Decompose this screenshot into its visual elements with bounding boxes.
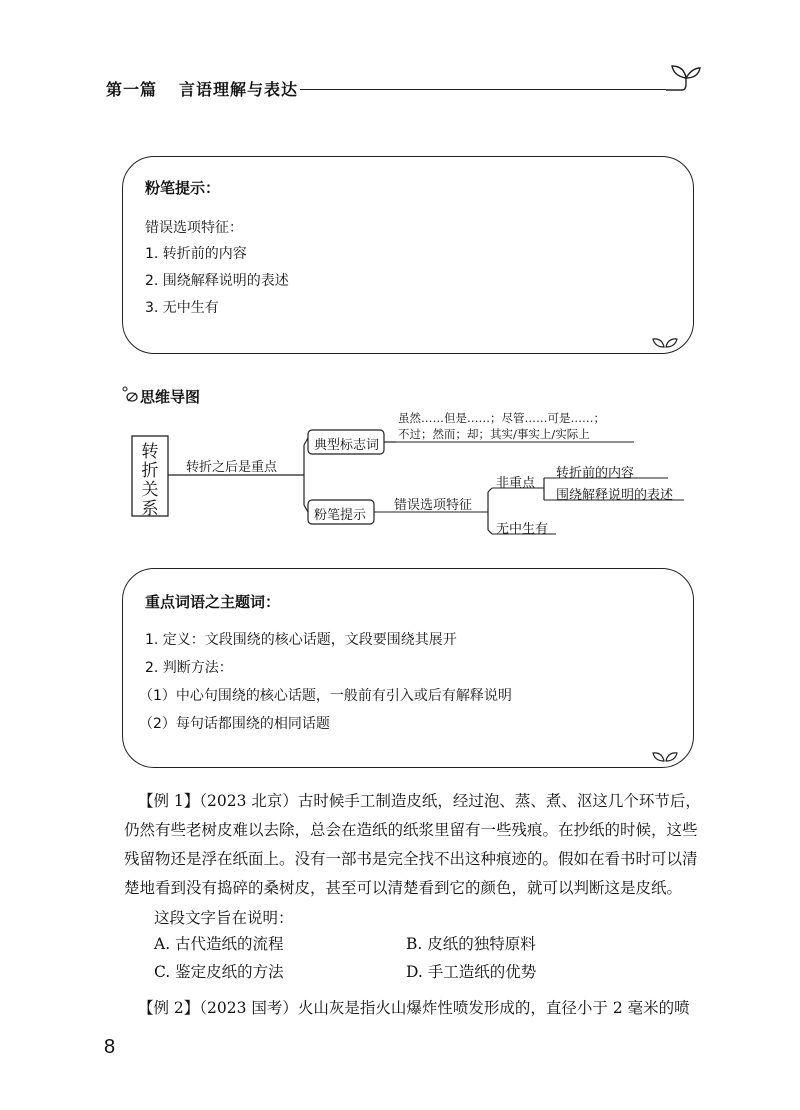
- node-hint: 粉笔提示: [314, 508, 367, 523]
- root-char: 系: [141, 499, 159, 519]
- option-a: A. 古代造纸的流程: [154, 935, 284, 953]
- hint-item: 3. 无中生有: [145, 300, 219, 316]
- hint-box-subtitle: 错误选项特征：: [145, 220, 243, 236]
- root-char: 关: [141, 480, 159, 500]
- root-char: 转: [141, 442, 159, 462]
- non-key: 非重点: [496, 476, 536, 491]
- key-box-title: 重点词语之主题词：: [145, 593, 281, 611]
- hint-item: 1. 转折前的内容: [145, 246, 247, 262]
- header-title: 言语理解与表达: [179, 80, 299, 99]
- fabricate: 无中生有: [496, 522, 549, 537]
- key-item: 1. 定义：文段围绕的核心话题，文段要围绕其展开: [145, 632, 457, 648]
- example1-line: 仍然有些老树皮难以去除，总会在造纸的纸浆里留有一些残痕。在抄纸的时候，这些: [124, 821, 698, 839]
- leaf-icon: [651, 749, 679, 763]
- example1-line: 楚地看到没有捣碎的桑树皮，甚至可以清楚看到它的颜色，就可以判断这是皮纸。: [124, 879, 683, 897]
- key-item: （2）每句话都围绕的相同话题: [139, 716, 330, 732]
- header-part: 第一篇: [106, 80, 158, 99]
- typical-line-2: 不过；然而；却；其实/事实上/实际上: [398, 427, 590, 441]
- branch-label: 转折之后是重点: [186, 460, 278, 475]
- key-words-box: [122, 568, 694, 768]
- option-d: D. 手工造纸的优势: [406, 963, 537, 981]
- typical-line-1: 虽然……但是……；尽管……可是……；: [398, 411, 605, 425]
- root-char: 折: [141, 461, 159, 481]
- option-c: C. 鉴定皮纸的方法: [154, 963, 284, 981]
- wrong-features: 错误选项特征: [394, 498, 473, 513]
- node-typical: 典型标志词: [314, 438, 380, 453]
- hint-item: 2. 围绕解释说明的表述: [145, 273, 289, 289]
- page-number: 8: [104, 1036, 116, 1058]
- explain: 围绕解释说明的表述: [556, 488, 674, 503]
- mind-map-label: 思维导图: [140, 388, 201, 406]
- example1-question: 这段文字旨在说明：: [154, 909, 294, 927]
- before-turn: 转折前的内容: [556, 466, 635, 481]
- hint-box-title: 粉笔提示：: [145, 179, 221, 197]
- example2-line: 【例 2】（2023 国考）火山灰是指火山爆炸性喷发形成的，直径小于 2 毫米的喷: [138, 999, 690, 1017]
- example1-line: 残留物还是浮在纸面上。没有一部书是完全找不出这种痕迹的。假如在看书时可以清: [124, 850, 698, 868]
- key-item: 2. 判断方法：: [145, 660, 233, 676]
- option-b: B. 皮纸的独特原料: [406, 935, 536, 953]
- example1-line: 【例 1】（2023 北京）古时候手工制造皮纸，经过泡、蒸、煮、沤这几个环节后，: [138, 792, 701, 810]
- key-item: （1）中心句围绕的核心话题，一般前有引入或后有解释说明: [139, 688, 512, 704]
